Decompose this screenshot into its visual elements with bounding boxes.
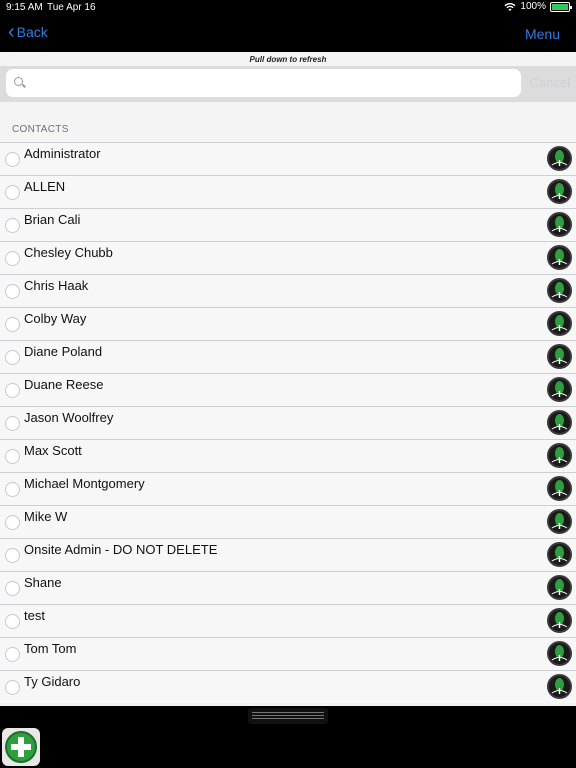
contact-row[interactable]	[0, 472, 576, 505]
contact-name: Jason Woolfrey	[24, 410, 114, 425]
contact-name: Duane Reese	[24, 377, 104, 392]
drag-handle[interactable]	[248, 708, 328, 724]
select-radio[interactable]	[5, 416, 20, 431]
nav-bar	[0, 16, 576, 52]
contact-row[interactable]	[0, 604, 576, 637]
back-label: Back	[16, 24, 48, 40]
contact-row[interactable]	[0, 142, 576, 175]
contact-name: Brian Cali	[24, 212, 81, 227]
contact-row[interactable]	[0, 373, 576, 406]
contact-row[interactable]	[0, 340, 576, 373]
back-button[interactable]	[8, 21, 48, 43]
tree-logo-icon	[547, 311, 572, 336]
contact-name: Ty Gidaro	[24, 674, 81, 689]
contact-name: ALLEN	[24, 179, 66, 194]
select-radio[interactable]	[5, 185, 20, 200]
status-date: Tue Apr 16	[47, 2, 96, 13]
select-radio[interactable]	[5, 284, 20, 299]
contact-name: test	[24, 608, 45, 623]
contact-name: Onsite Admin - DO NOT DELETE	[24, 542, 218, 557]
contact-name: Colby Way	[24, 311, 87, 326]
contact-name: Diane Poland	[24, 344, 103, 359]
contact-row[interactable]	[0, 175, 576, 208]
contact-row[interactable]	[0, 538, 576, 571]
search-box[interactable]	[6, 69, 521, 97]
cancel-button[interactable]: Cancel	[529, 75, 570, 90]
contact-name: Chris Haak	[24, 278, 89, 293]
tree-logo-icon	[547, 344, 572, 369]
tree-logo-icon	[547, 509, 572, 534]
contacts-section-header: CONTACTS	[12, 124, 69, 135]
select-radio[interactable]	[5, 614, 20, 629]
tree-logo-icon	[547, 377, 572, 402]
contact-row[interactable]	[0, 274, 576, 307]
contact-row[interactable]	[0, 307, 576, 340]
select-radio[interactable]	[5, 152, 20, 167]
refresh-hint: Pull down to refresh	[0, 52, 576, 66]
contact-name: Chesley Chubb	[24, 245, 113, 260]
contact-name: Michael Montgomery	[24, 476, 145, 491]
search-input[interactable]	[30, 74, 510, 92]
search-icon	[14, 77, 23, 86]
select-radio[interactable]	[5, 350, 20, 365]
add-icon	[5, 731, 37, 763]
battery-icon	[550, 2, 570, 12]
tree-logo-icon	[547, 410, 572, 435]
add-contact-button[interactable]	[2, 728, 40, 766]
select-radio[interactable]	[5, 482, 20, 497]
tree-logo-icon	[547, 476, 572, 501]
select-radio[interactable]	[5, 647, 20, 662]
select-radio[interactable]	[5, 581, 20, 596]
tree-logo-icon	[547, 212, 572, 237]
tree-logo-icon	[547, 674, 572, 699]
contact-list	[0, 142, 576, 703]
contact-row[interactable]	[0, 637, 576, 670]
tree-logo-icon	[547, 146, 572, 171]
select-radio[interactable]	[5, 449, 20, 464]
contact-name: Max Scott	[24, 443, 82, 458]
tree-logo-icon	[547, 641, 572, 666]
search-bar	[0, 66, 576, 102]
content[interactable]	[0, 52, 576, 706]
tree-logo-icon	[547, 245, 572, 270]
select-radio[interactable]	[5, 251, 20, 266]
contact-row[interactable]	[0, 670, 576, 703]
select-radio[interactable]	[5, 218, 20, 233]
select-radio[interactable]	[5, 680, 20, 695]
select-radio[interactable]	[5, 548, 20, 563]
tree-logo-icon	[547, 443, 572, 468]
contact-name: Administrator	[24, 146, 101, 161]
status-time: 9:15 AM	[6, 2, 43, 13]
status-bar	[0, 0, 576, 16]
contact-name: Shane	[24, 575, 62, 590]
tree-logo-icon	[547, 575, 572, 600]
tree-logo-icon	[547, 179, 572, 204]
wifi-icon	[504, 2, 516, 12]
chevron-left-icon: ‹	[8, 21, 15, 43]
tree-logo-icon	[547, 542, 572, 567]
contact-row[interactable]	[0, 505, 576, 538]
select-radio[interactable]	[5, 515, 20, 530]
contact-name: Tom Tom	[24, 641, 77, 656]
tree-logo-icon	[547, 608, 572, 633]
contact-row[interactable]	[0, 571, 576, 604]
contact-row[interactable]	[0, 439, 576, 472]
contact-row[interactable]	[0, 208, 576, 241]
contact-row[interactable]	[0, 406, 576, 439]
contact-row[interactable]	[0, 241, 576, 274]
battery-percent: 100%	[520, 1, 546, 12]
contact-name: Mike W	[24, 509, 68, 524]
tree-logo-icon	[547, 278, 572, 303]
menu-button[interactable]: Menu	[524, 26, 560, 42]
bottom-toolbar	[0, 706, 576, 768]
status-right	[504, 1, 570, 12]
select-radio[interactable]	[5, 383, 20, 398]
select-radio[interactable]	[5, 317, 20, 332]
